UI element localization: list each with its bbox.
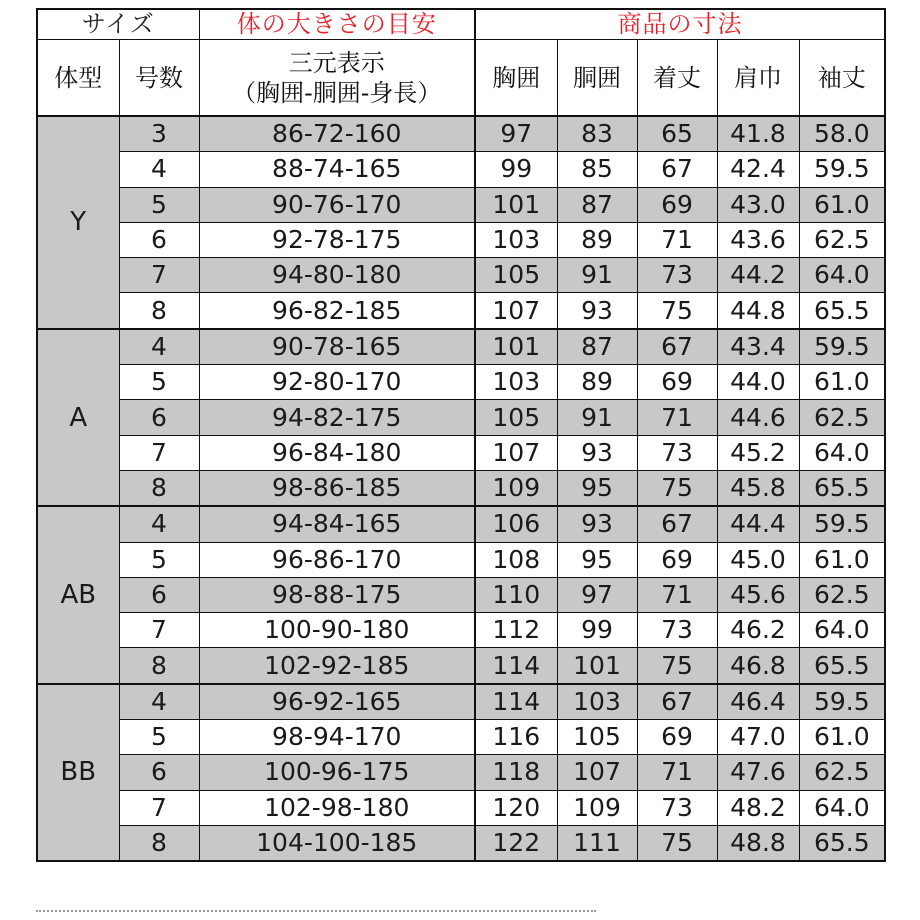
length-cell: 69: [637, 542, 717, 577]
number-cell: 4: [119, 152, 199, 187]
table-row: [37, 542, 885, 577]
size-label: サイズ: [37, 9, 199, 40]
shoulder-cell: 47.6: [717, 755, 799, 790]
number-cell: 8: [119, 825, 199, 861]
waist-cell: 93: [557, 293, 637, 329]
number-cell: 4: [119, 506, 199, 542]
three-dim-cell: 102-98-180: [199, 790, 475, 825]
number-cell: 7: [119, 790, 199, 825]
length-cell: 73: [637, 613, 717, 648]
three-dim-cell: 94-82-175: [199, 400, 475, 435]
three-dim-cell: 100-96-175: [199, 755, 475, 790]
shoulder-cell: 45.6: [717, 577, 799, 612]
sleeve-cell: 64.0: [799, 258, 885, 293]
waist-cell: 103: [557, 684, 637, 720]
length-cell: 69: [637, 365, 717, 400]
sleeve-cell: 58.0: [799, 116, 885, 152]
chest-cell: 116: [475, 720, 557, 755]
product-dims-label: 商品の寸法: [475, 9, 885, 40]
length-cell: 67: [637, 329, 717, 365]
three-dim-cell: 102-92-185: [199, 648, 475, 684]
waist-cell: 91: [557, 258, 637, 293]
table-row: [37, 825, 885, 861]
sleeve-cell: 65.5: [799, 825, 885, 861]
sleeve-cell: 64.0: [799, 790, 885, 825]
chest-cell: 109: [475, 470, 557, 506]
length-cell: 67: [637, 152, 717, 187]
number-cell: 7: [119, 258, 199, 293]
three-dim-cell: 96-82-185: [199, 293, 475, 329]
shoulder-cell: 48.8: [717, 825, 799, 861]
table-row: [37, 400, 885, 435]
chest-cell: 118: [475, 755, 557, 790]
table-row: [37, 577, 885, 612]
body-type-cell: AB: [37, 506, 119, 683]
waist-cell: 87: [557, 329, 637, 365]
number-cell: 5: [119, 542, 199, 577]
chest-cell: 106: [475, 506, 557, 542]
chest-cell: 122: [475, 825, 557, 861]
col-three-dim-line1: 三元表示: [288, 48, 385, 77]
length-cell: 69: [637, 720, 717, 755]
shoulder-cell: 48.2: [717, 790, 799, 825]
number-cell: 6: [119, 400, 199, 435]
waist-cell: 97: [557, 577, 637, 612]
sleeve-cell: 59.5: [799, 329, 885, 365]
waist-cell: 93: [557, 506, 637, 542]
sleeve-cell: 61.0: [799, 365, 885, 400]
table-row: [37, 506, 885, 542]
cropped-footer-text: [36, 910, 596, 918]
shoulder-cell: 43.0: [717, 187, 799, 222]
waist-cell: 99: [557, 613, 637, 648]
waist-cell: 89: [557, 365, 637, 400]
shoulder-cell: 43.6: [717, 222, 799, 257]
shoulder-cell: 44.0: [717, 365, 799, 400]
shoulder-cell: 46.8: [717, 648, 799, 684]
waist-cell: 87: [557, 187, 637, 222]
length-cell: 73: [637, 435, 717, 470]
three-dim-cell: 92-80-170: [199, 365, 475, 400]
waist-cell: 89: [557, 222, 637, 257]
waist-cell: 95: [557, 470, 637, 506]
sleeve-cell: 65.5: [799, 470, 885, 506]
waist-cell: 83: [557, 116, 637, 152]
length-cell: 75: [637, 470, 717, 506]
col-body-type: 体型: [37, 40, 119, 117]
sleeve-cell: 61.0: [799, 542, 885, 577]
chest-cell: 110: [475, 577, 557, 612]
chest-cell: 105: [475, 258, 557, 293]
col-three-dim: [199, 40, 475, 117]
chest-cell: 103: [475, 365, 557, 400]
shoulder-cell: 44.6: [717, 400, 799, 435]
shoulder-cell: 44.2: [717, 258, 799, 293]
sleeve-cell: 59.5: [799, 506, 885, 542]
length-cell: 75: [637, 293, 717, 329]
chest-cell: 120: [475, 790, 557, 825]
sleeve-cell: 65.5: [799, 293, 885, 329]
three-dim-cell: 98-94-170: [199, 720, 475, 755]
waist-cell: 93: [557, 435, 637, 470]
chest-cell: 112: [475, 613, 557, 648]
three-dim-cell: 90-76-170: [199, 187, 475, 222]
three-dim-cell: 104-100-185: [199, 825, 475, 861]
chest-cell: 101: [475, 329, 557, 365]
table-row: [37, 258, 885, 293]
sleeve-cell: 59.5: [799, 684, 885, 720]
sleeve-cell: 61.0: [799, 187, 885, 222]
table-row: [37, 329, 885, 365]
number-cell: 5: [119, 365, 199, 400]
chest-cell: 114: [475, 684, 557, 720]
chest-cell: 97: [475, 116, 557, 152]
table-row: [37, 222, 885, 257]
body-type-cell: A: [37, 329, 119, 506]
chest-cell: 108: [475, 542, 557, 577]
col-three-dim-line2: （胸囲‐胴囲‐身長）: [232, 78, 442, 107]
waist-cell: 91: [557, 400, 637, 435]
sleeve-cell: 64.0: [799, 435, 885, 470]
waist-cell: 85: [557, 152, 637, 187]
length-cell: 71: [637, 222, 717, 257]
three-dim-cell: 94-84-165: [199, 506, 475, 542]
waist-cell: 105: [557, 720, 637, 755]
three-dim-cell: 96-86-170: [199, 542, 475, 577]
number-cell: 7: [119, 435, 199, 470]
length-cell: 75: [637, 825, 717, 861]
table-row: [37, 470, 885, 506]
shoulder-cell: 45.0: [717, 542, 799, 577]
number-cell: 6: [119, 755, 199, 790]
three-dim-cell: 90-78-165: [199, 329, 475, 365]
table-row: [37, 187, 885, 222]
three-dim-cell: 92-78-175: [199, 222, 475, 257]
length-cell: 69: [637, 187, 717, 222]
table-row: [37, 684, 885, 720]
three-dim-cell: 98-86-185: [199, 470, 475, 506]
number-cell: 4: [119, 684, 199, 720]
three-dim-cell: 100-90-180: [199, 613, 475, 648]
length-cell: 73: [637, 258, 717, 293]
length-cell: 71: [637, 400, 717, 435]
header-row-groups: [37, 9, 885, 40]
waist-cell: 111: [557, 825, 637, 861]
length-cell: 71: [637, 755, 717, 790]
three-dim-cell: 96-84-180: [199, 435, 475, 470]
table-row: [37, 365, 885, 400]
number-cell: 8: [119, 648, 199, 684]
col-number: 号数: [119, 40, 199, 117]
sleeve-cell: 59.5: [799, 152, 885, 187]
length-cell: 73: [637, 790, 717, 825]
shoulder-cell: 44.4: [717, 506, 799, 542]
table-row: [37, 116, 885, 152]
col-length: 着丈: [637, 40, 717, 117]
col-waist: 胴囲: [557, 40, 637, 117]
shoulder-cell: 42.4: [717, 152, 799, 187]
length-cell: 67: [637, 684, 717, 720]
three-dim-cell: 94-80-180: [199, 258, 475, 293]
table-row: [37, 293, 885, 329]
chest-cell: 107: [475, 293, 557, 329]
number-cell: 6: [119, 222, 199, 257]
body-type-cell: BB: [37, 684, 119, 861]
shoulder-cell: 45.2: [717, 435, 799, 470]
number-cell: 6: [119, 577, 199, 612]
sleeve-cell: 65.5: [799, 648, 885, 684]
length-cell: 75: [637, 648, 717, 684]
shoulder-cell: 46.2: [717, 613, 799, 648]
number-cell: 4: [119, 329, 199, 365]
waist-cell: 101: [557, 648, 637, 684]
length-cell: 71: [637, 577, 717, 612]
waist-cell: 109: [557, 790, 637, 825]
chest-cell: 114: [475, 648, 557, 684]
shoulder-cell: 46.4: [717, 684, 799, 720]
number-cell: 8: [119, 293, 199, 329]
header-row-columns: [37, 40, 885, 117]
sleeve-cell: 62.5: [799, 577, 885, 612]
size-table-body: [37, 116, 885, 861]
number-cell: 5: [119, 187, 199, 222]
sleeve-cell: 62.5: [799, 222, 885, 257]
three-dim-cell: 86-72-160: [199, 116, 475, 152]
shoulder-cell: 41.8: [717, 116, 799, 152]
chest-cell: 103: [475, 222, 557, 257]
table-row: [37, 755, 885, 790]
table-row: [37, 790, 885, 825]
table-row: [37, 152, 885, 187]
waist-cell: 95: [557, 542, 637, 577]
size-chart-table: [36, 8, 886, 862]
chest-cell: 101: [475, 187, 557, 222]
chest-cell: 105: [475, 400, 557, 435]
shoulder-cell: 45.8: [717, 470, 799, 506]
three-dim-cell: 98-88-175: [199, 577, 475, 612]
shoulder-cell: 44.8: [717, 293, 799, 329]
col-sleeve: 袖丈: [799, 40, 885, 117]
body-type-cell: Y: [37, 116, 119, 329]
number-cell: 3: [119, 116, 199, 152]
waist-cell: 107: [557, 755, 637, 790]
chest-cell: 107: [475, 435, 557, 470]
length-cell: 67: [637, 506, 717, 542]
table-row: [37, 613, 885, 648]
body-guide-label: 体の大きさの目安: [199, 9, 475, 40]
sleeve-cell: 62.5: [799, 755, 885, 790]
col-chest: 胸囲: [475, 40, 557, 117]
three-dim-cell: 96-92-165: [199, 684, 475, 720]
table-row: [37, 720, 885, 755]
table-row: [37, 648, 885, 684]
number-cell: 7: [119, 613, 199, 648]
col-shoulder: 肩巾: [717, 40, 799, 117]
table-row: [37, 435, 885, 470]
length-cell: 65: [637, 116, 717, 152]
number-cell: 5: [119, 720, 199, 755]
shoulder-cell: 43.4: [717, 329, 799, 365]
shoulder-cell: 47.0: [717, 720, 799, 755]
sleeve-cell: 61.0: [799, 720, 885, 755]
number-cell: 8: [119, 470, 199, 506]
chest-cell: 99: [475, 152, 557, 187]
three-dim-cell: 88-74-165: [199, 152, 475, 187]
sleeve-cell: 64.0: [799, 613, 885, 648]
sleeve-cell: 62.5: [799, 400, 885, 435]
